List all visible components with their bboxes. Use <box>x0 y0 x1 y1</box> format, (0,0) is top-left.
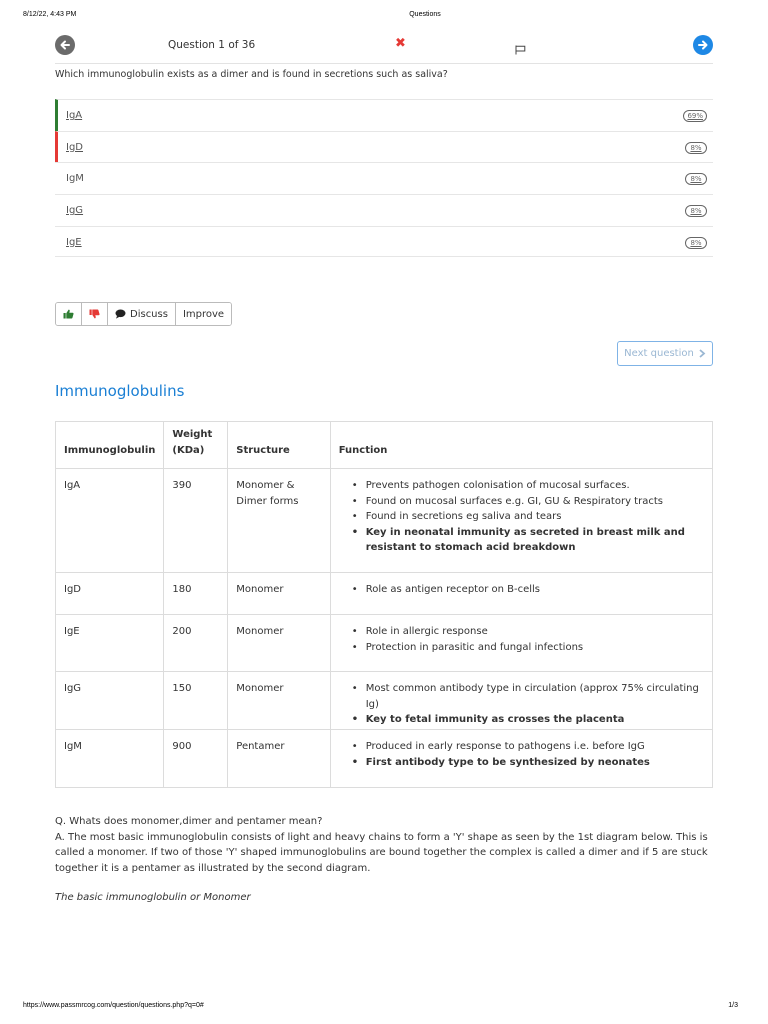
function-item: • Found on mucosal surfaces e.g. GI, GU & Respiratory tracts <box>339 494 704 510</box>
table-row <box>56 469 713 573</box>
answer-label: IgA <box>66 110 83 121</box>
function-item: • Role in allergic response <box>339 624 704 640</box>
answer-percent-badge: 69% <box>683 110 707 122</box>
arrow-right-circle-icon <box>697 39 709 51</box>
discuss-button[interactable] <box>108 303 176 325</box>
ig-weight: 200 <box>164 615 228 672</box>
discuss-label: Discuss <box>130 308 168 320</box>
ig-weight: 900 <box>164 730 228 788</box>
table-header-row <box>56 422 713 469</box>
function-item: • First antibody type to be synthesized by neonates <box>339 755 704 771</box>
ig-name: IgD <box>56 573 164 615</box>
column-header: Weight (KDa) <box>164 422 228 469</box>
answer-percent-badge: 8% <box>685 173 707 185</box>
faq-question: Q. Whats does monomer,dimer and pentamer mean? <box>55 816 323 827</box>
answer-label: IgD <box>66 141 83 153</box>
improve-label: Improve <box>182 308 225 320</box>
next-question-label: Next question <box>624 348 694 359</box>
ig-name: IgE <box>56 615 164 672</box>
ig-function <box>330 672 712 730</box>
next-question-arrow-button[interactable] <box>693 35 713 55</box>
faq-block <box>55 814 713 876</box>
question-text: Which immunoglobulin exists as a dimer and is found in secretions such as saliva? <box>55 69 448 80</box>
answer-percent-badge: 8% <box>685 205 707 217</box>
print-datetime: 8/12/22, 4:43 PM <box>23 11 77 18</box>
answer-list <box>55 99 713 257</box>
feedback-button-group <box>55 302 232 326</box>
ig-structure: Monomer <box>228 672 330 730</box>
ig-function <box>330 730 712 788</box>
diagram-caption: The basic immunoglobulin or Monomer <box>55 892 251 903</box>
ig-structure: Monomer <box>228 573 330 615</box>
answer-percent-badge: 8% <box>685 142 707 154</box>
ig-function <box>330 469 712 573</box>
flag-icon[interactable] <box>515 40 526 59</box>
ig-weight: 390 <box>164 469 228 573</box>
answer-label: IgG <box>66 205 84 217</box>
ig-structure: Monomer <box>228 615 330 672</box>
ig-name: IgA <box>56 469 164 573</box>
ig-function <box>330 615 712 672</box>
ig-name: IgM <box>56 730 164 788</box>
table-row <box>56 615 713 672</box>
ig-structure: Pentamer <box>228 730 330 788</box>
function-item: • Most common antibody type in circulation (approx 75% circulating Ig) <box>339 681 704 712</box>
answer-label: IgM <box>66 173 84 185</box>
ig-structure: Monomer & Dimer forms <box>228 469 330 573</box>
ig-weight: 180 <box>164 573 228 615</box>
print-url: https://www.passmrcog.com/question/questions.php?q=0# <box>23 1002 204 1009</box>
cross-icon: ✖ <box>395 36 406 51</box>
answer-option-igm[interactable] <box>55 162 713 194</box>
question-nav <box>55 34 713 56</box>
section-title: Immunoglobulins <box>55 382 185 400</box>
answer-percent-badge: 8% <box>685 237 707 249</box>
arrow-left-circle-icon <box>59 39 71 51</box>
thumbs-up-icon <box>63 309 74 319</box>
function-item: • Produced in early response to pathogens i.e. before IgG <box>339 739 704 755</box>
answer-option-iga[interactable] <box>55 99 713 131</box>
answer-option-ige[interactable] <box>55 226 713 258</box>
column-header: Function <box>330 422 712 469</box>
question-counter: Question 1 of 36 <box>168 39 256 51</box>
function-item: • Role as antigen receptor on B-cells <box>339 582 704 598</box>
improve-button[interactable] <box>176 303 231 325</box>
immunoglobulin-table <box>55 421 713 788</box>
answer-label: IgE <box>66 236 82 248</box>
answer-option-igd[interactable] <box>55 131 713 163</box>
ig-name: IgG <box>56 672 164 730</box>
column-header: Immunoglobulin <box>56 422 164 469</box>
faq-answer: A. The most basic immunoglobulin consists of light and heavy chains to form a 'Y' shape as seen by the 1st diagram below. This is called a monomer. If two of those 'Y' shaped immunoglobulins are bound together the complex is called a dimer and if 5 are stuck together it is a pentamer as illustrated by the second diagram. <box>55 831 708 874</box>
function-item: • Found in secretions eg saliva and tears <box>339 509 704 525</box>
chevron-right-icon <box>698 349 706 358</box>
thumbs-down-button[interactable] <box>82 303 108 325</box>
previous-question-button[interactable] <box>55 35 75 55</box>
ig-function <box>330 573 712 615</box>
table-row <box>56 730 713 788</box>
table-row <box>56 573 713 615</box>
print-page-title: Questions <box>409 11 441 18</box>
comment-icon <box>115 309 126 319</box>
print-page-number: 1/3 <box>728 1002 738 1009</box>
ig-weight: 150 <box>164 672 228 730</box>
function-item: • Protection in parasitic and fungal infections <box>339 640 704 656</box>
divider <box>55 63 713 64</box>
thumbs-up-button[interactable] <box>56 303 82 325</box>
function-item: • Prevents pathogen colonisation of mucosal surfaces. <box>339 478 704 494</box>
thumbs-down-icon <box>89 309 100 319</box>
next-question-button[interactable] <box>617 341 713 366</box>
function-item: • Key to fetal immunity as crosses the placenta <box>339 712 704 728</box>
answer-option-igg[interactable] <box>55 194 713 226</box>
function-item: • Key in neonatal immunity as secreted in breast milk and resistant to stomach acid breakdown <box>339 525 704 556</box>
column-header: Structure <box>228 422 330 469</box>
table-row <box>56 672 713 730</box>
